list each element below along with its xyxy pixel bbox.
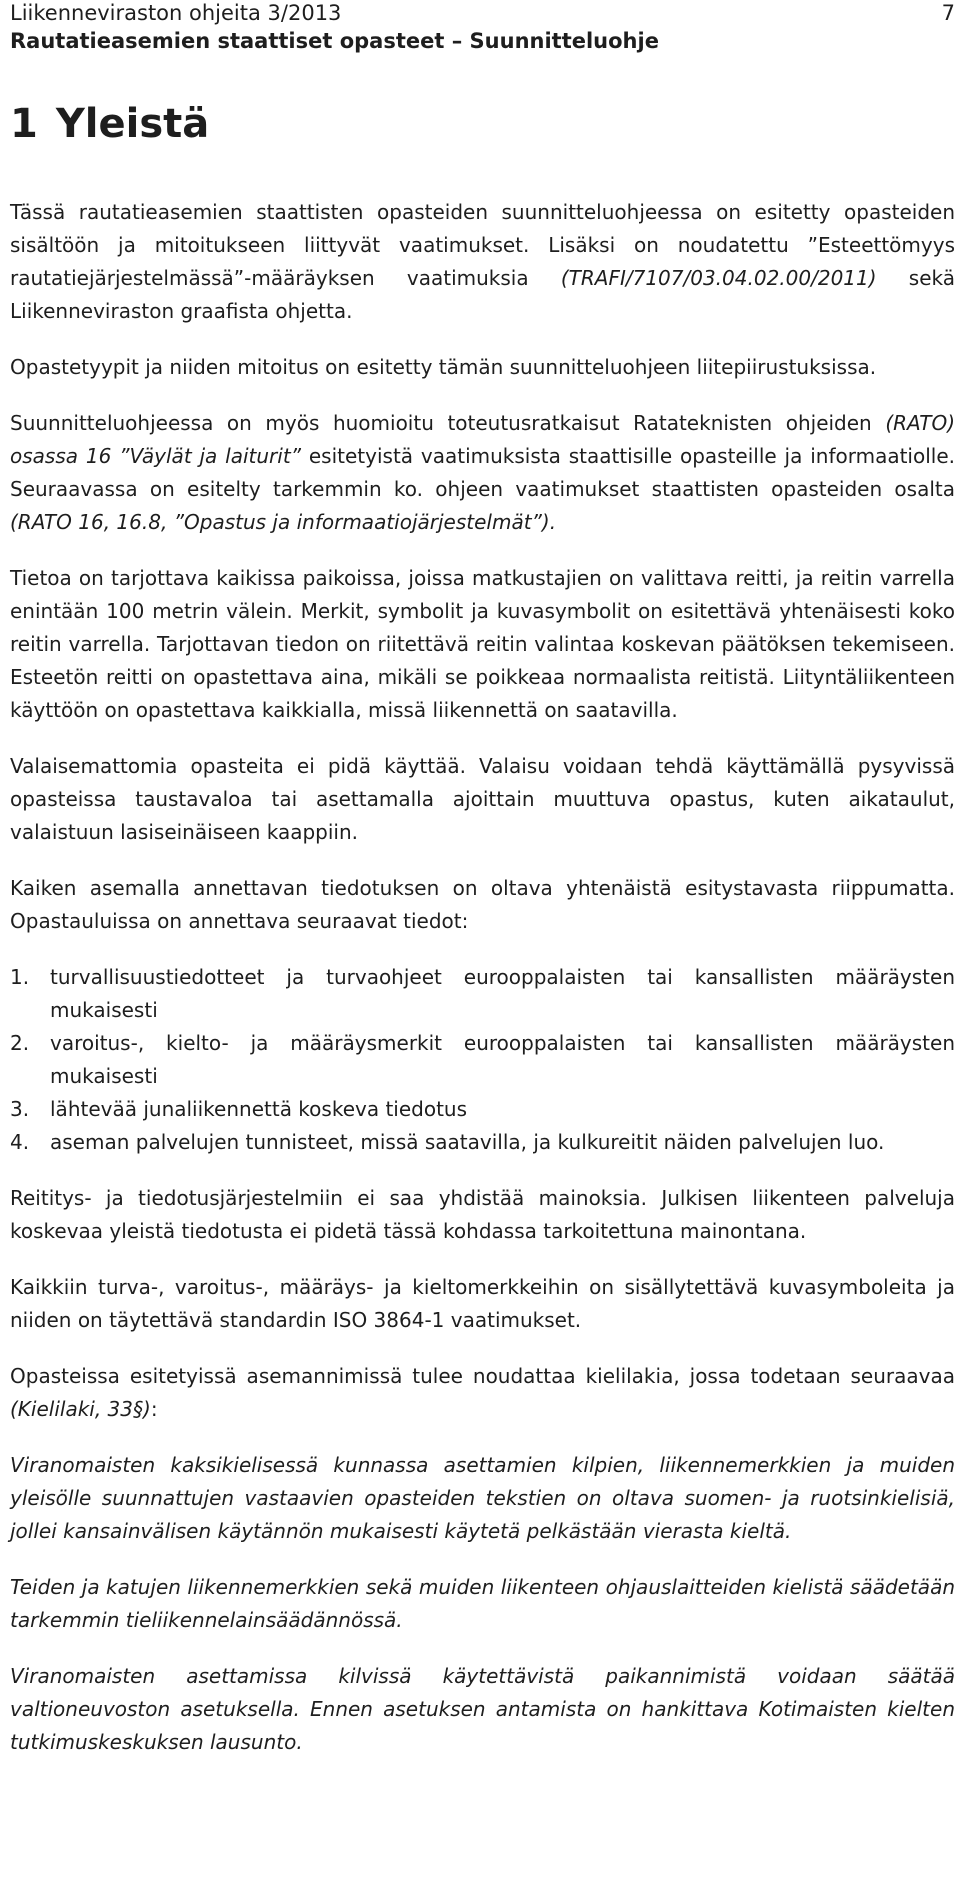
page-header (10, 0, 955, 62)
paragraph-consistency: Kaiken asemalla annettavan tiedotuksen on oltava yhtenäistä esitystavasta riippumatta. Opastauluissa on annettava seuraavat tiedot: (10, 876, 955, 933)
list-item (10, 1126, 955, 1159)
law-quote: Teiden ja katujen liikennemerkkien sekä muiden liikenteen ohjauslaitteiden kielistä säädetään tarkemmin tieliikennelainsäädännössä. (10, 1575, 955, 1632)
paragraph-intro (10, 196, 955, 328)
section-title: Yleistä (55, 101, 210, 147)
paragraph-rato (10, 407, 955, 539)
rato-reference: (RATO) osassa 16 ”Väylät ja laiturit” (10, 411, 955, 468)
paragraph-text: Tässä rautatieasemien staattisten opasteiden suunnitteluohjeessa on esitetty opasteiden sisältöön ja mitoitukseen liittyvät vaatimukset. Lisäksi on noudatettu ”Esteettömyys rautatiejärjestelmässä”-määräyksen vaatimuksia (10, 200, 955, 290)
list-item (10, 1027, 955, 1093)
section-number: 1 (10, 101, 38, 147)
law-reference: (Kielilaki, 33§) (10, 1397, 151, 1421)
paragraph-text: esitetyistä vaatimuksista staattisille opasteille ja informaatiolle. Seuraavassa on esitelty tarkemmin ko. ohjeen vaatimukset staattisten opasteiden osalta (10, 444, 955, 501)
list-item-number: 4. (10, 1130, 30, 1154)
paragraph-text: Opasteissa esitetyissä asemannimissä tulee noudattaa kielilakia, jossa todetaan seuraavaa (10, 1364, 955, 1388)
list-item-number: 3. (10, 1097, 30, 1121)
list-item-number: 1. (10, 965, 30, 989)
list-item (10, 1093, 955, 1126)
paragraph-text: Suunnitteluohjeessa on myös huomioitu toteutusratkaisut Ratateknisten ohjeiden (10, 411, 886, 435)
page-number: 7 (941, 1, 955, 25)
paragraph-advertising: Reititys- ja tiedotusjärjestelmiin ei saa yhdistää mainoksia. Julkisen liikenteen palveluja koskevaa yleistä tiedotusta ei pidetä tässä kohdassa tarkoitettuna mainontana. (10, 1186, 955, 1243)
publication-series: Liikenneviraston ohjeita 3/2013 (10, 1, 342, 25)
regulation-reference: (TRAFI/7107/03.04.02.00/2011) (560, 266, 877, 290)
paragraph-language-law (10, 1360, 955, 1426)
law-quote: Viranomaisten asettamissa kilvissä käytettävistä paikannimistä voidaan säätää valtioneuvoston asetuksella. Ennen asetuksen antamista on hankittava Kotimaisten kielten tutkimuskeskuksen lausunto. (10, 1664, 955, 1754)
list-item-text: varoitus-, kielto- ja määräysmerkit eurooppalaisten tai kansallisten määräysten mukaisesti (50, 1031, 955, 1088)
paragraph-route-info: Tietoa on tarjottava kaikissa paikoissa, joissa matkustajien on valittava reitti, ja reitin varrella enintään 100 metrin välein. Merkit, symbolit ja kuvasymbolit on esitettävä yhtenäisesti koko reitin varrella. Tarjottavan tiedon on riitettävä reitin valintaa koskevan päätöksen tekemiseen. Esteetön reitti on opastettava aina, mikäli se poikkeaa normaalista reitistä. Liityntäliikenteen käyttöön on opastettava kaikkialla, missä liikennettä on saatavilla. (10, 566, 955, 722)
list-item (10, 961, 955, 1027)
law-quote: Viranomaisten kaksikielisessä kunnassa asettamien kilpien, liikennemerkkien ja muiden yleisölle suunnattujen vastaavien opasteiden tekstien on oltava suomen- ja ruotsinkielisiä, jollei kansainvälisen käytännön mukaisesti käytetä pelkästään vierasta kieltä. (10, 1453, 955, 1543)
paragraph-text: sekä Liikenneviraston graafista ohjetta. (10, 266, 955, 323)
section-heading (10, 100, 209, 148)
paragraph-lighting: Valaisemattomia opasteita ei pidä käyttää. Valaisu voidaan tehdä käyttämällä pysyvissä opasteissa taustavaloa tai asettamalla ajoittain muuttuva opastus, kuten aikataulut, valaistuun lasiseinäiseen kaappiin. (10, 754, 955, 844)
list-item-text: lähtevää junaliikennettä koskeva tiedotus (50, 1097, 468, 1121)
document-page (10, 0, 955, 1754)
rato-section-reference: (RATO 16, 16.8, ”Opastus ja informaatiojärjestelmät”). (10, 510, 557, 534)
body-text (10, 196, 955, 1782)
list-item-number: 2. (10, 1031, 30, 1055)
list-item-text: turvallisuustiedotteet ja turvaohjeet eurooppalaisten tai kansallisten määräysten mukaisesti (50, 965, 955, 1022)
paragraph-sign-types: Opastetyypit ja niiden mitoitus on esitetty tämän suunnitteluohjeen liitepiirustuksissa. (10, 355, 877, 379)
required-info-list (10, 961, 955, 1159)
document-title: Rautatieasemien staattiset opasteet – Suunnitteluohje (10, 29, 659, 53)
paragraph-text: : (150, 1397, 158, 1421)
paragraph-pictograms: Kaikkiin turva-, varoitus-, määräys- ja kieltomerkkeihin on sisällytettävä kuvasymboleita ja niiden on täytettävä standardin ISO 3864-1 vaatimukset. (10, 1275, 955, 1332)
list-item-text: aseman palvelujen tunnisteet, missä saatavilla, ja kulkureitit näiden palvelujen luo. (50, 1130, 885, 1154)
